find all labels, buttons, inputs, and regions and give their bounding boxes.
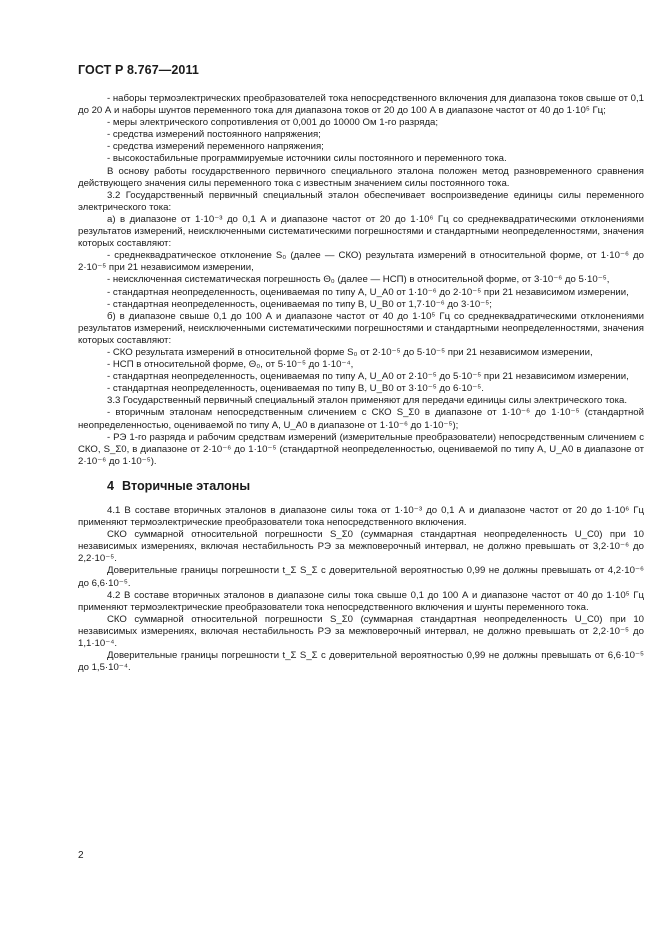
- list-item-ac-voltage: - средства измерений переменного напряжения;: [107, 141, 324, 153]
- section-4-heading: [78, 480, 644, 492]
- item-a-ub: - стандартная неопределенность, оцениваемая по типу В, U_B0 от 1,7·10⁻⁶ до 3·10⁻⁵;: [107, 298, 492, 310]
- transfer-secondary: - вторичным эталонам непосредственным сличением с СКО S_Σ0 в диапазоне от 1·10⁻⁶ до 1·10⁻⁵ (стандартной неопределенностью, оцениваемой по типу А, U_A0 в диапазоне от 1·10⁻⁶ до 1·10⁻⁵);: [78, 407, 644, 431]
- list-item-dc-voltage: - средства измерений постоянного напряжения;: [107, 129, 321, 141]
- document-header-code: ГОСТ Р 8.767—2011: [78, 63, 199, 77]
- item-a-nsp: - неисключенная систематическая погрешность Θ₀ (далее — НСП) в относительной форме, от 3·10⁻⁶ до 5·10⁻⁵,: [107, 274, 610, 286]
- item-a-sko: - среднеквадратическое отклонение S₀ (далее — СКО) результата измерений в относительной форме, от 1·10⁻⁶ до 2·10⁻⁵ при 21 независимом измерении,: [78, 250, 644, 274]
- paragraph-3-3: 3.3 Государственный первичный специальный эталон применяют для передачи единицы силы электрического тока.: [107, 395, 628, 407]
- section-4-number: 4: [107, 478, 115, 493]
- item-b-nsp: - НСП в относительной форме, Θ₀, от 5·10⁻⁵ до 1·10⁻⁴,: [107, 359, 354, 371]
- page-number: 2: [78, 850, 84, 861]
- paragraph-4-1: 4.1 В составе вторичных эталонов в диапазоне силы тока от 1·10⁻³ до 0,1 А и диапазоне частот от 20 до 1·10⁶ Гц применяют термоэлектрические преобразователи тока непосредственного включения.: [78, 505, 644, 529]
- transfer-re1: - РЭ 1-го разряда и рабочим средствам измерений (измерительные преобразователи) непосредственным сличением с СКО, S_Σ0, в диапазоне от 2·10⁻⁶ до 1·10⁻⁵ (стандартной неопределенностью, оцениваемой по типу А, U_A0 в диапазоне от 2·10⁻⁶ до 1·10⁻⁵).: [78, 431, 644, 467]
- paragraph-confidence-1: Доверительные границы погрешности t_Σ S_Σ с доверительной вероятностью 0,99 не должны превышать от 4,2·10⁻⁶ до 6,6·10⁻⁵.: [78, 565, 644, 589]
- paragraph-method: В основу работы государственного первичного специального эталона положен метод разновременного сравнения действующего значения силы переменного тока с известным значением силы постоянного тока.: [78, 165, 644, 189]
- list-item-thermoconverters: - наборы термоэлектрических преобразователей тока непосредственного включения для диапазона токов свыше от 0,1 до 20 А и наборы шунтов переменного тока для диапазона токов от 20 до 100 А в диапазоне частот от 40 до 1·10⁵ Гц;: [78, 93, 644, 117]
- document-body: [78, 93, 644, 674]
- list-item-sources: - высокостабильные программируемые источники силы постоянного и переменного тока.: [107, 153, 507, 165]
- paragraph-sko-1: СКО суммарной относительной погрешности S_Σ0 (суммарная стандартная неопределенность U_C0) при 10 независимых измерениях, включая нестабильность РЭ за межповерочный интервал, не должно превышать от 3,2·10⁻⁶ до 2,2·10⁻⁵.: [78, 529, 644, 565]
- item-a-ua: - стандартная неопределенность, оцениваемая по типу А, U_A0 от 1·10⁻⁶ до 2·10⁻⁵ при 21 независимом измерении,: [107, 286, 629, 298]
- section-4-title: Вторичные эталоны: [122, 478, 251, 493]
- item-a: а) в диапазоне от 1·10⁻³ до 0,1 А и диапазоне частот от 20 до 1·10⁶ Гц со среднеквадратическими отклонениями результатов измерений, неисключенными систематическими погрешностями и стандартными неопределенностями, значения которых составляют:: [78, 213, 644, 250]
- paragraph-sko-2: СКО суммарной относительной погрешности S_Σ0 (суммарная стандартная неопределенность U_C0) при 10 независимых измерениях, включая нестабильность РЭ за межповерочный интервал, не должно превышать от 2,2·10⁻⁵ до 1,1·10⁻⁴.: [78, 613, 644, 650]
- list-item-resistance: - меры электрического сопротивления от 0,001 до 10000 Ом 1-го разряда;: [107, 117, 439, 129]
- paragraph-confidence-2: Доверительные границы погрешности t_Σ S_Σ с доверительной вероятностью 0,99 не должны превышать от 6,6·10⁻⁵ до 1,5·10⁻⁴.: [78, 650, 644, 674]
- item-b-sko: - СКО результата измерений в относительной форме S₀ от 2·10⁻⁵ до 5·10⁻⁵ при 21 независимом измерении,: [107, 346, 593, 358]
- item-b-ub: - стандартная неопределенность, оцениваемая по типу В, U_B0 от 3·10⁻⁵ до 6·10⁻⁵.: [107, 383, 484, 395]
- item-b-ua: - стандартная неопределенность, оцениваемая по типу А, U_A0 от 2·10⁻⁵ до 5·10⁻⁵ при 21 независимом измерении,: [107, 371, 629, 383]
- paragraph-4-2: 4.2 В составе вторичных эталонов в диапазоне силы тока свыше 0,1 до 100 А и диапазоне частот от 40 до 1·10⁵ Гц применяют термоэлектрические преобразователи тока непосредственного включения и шунты переменного тока.: [78, 589, 644, 613]
- paragraph-3-2: 3.2 Государственный первичный специальный эталон обеспечивает воспроизведение единицы силы переменного электрического тока:: [78, 189, 644, 213]
- item-b: б) в диапазоне свыше 0,1 до 100 А и диапазоне частот от 40 до 1·10⁵ Гц со среднеквадратическими отклонениями результатов измерений, неисключенными систематическими погрешностями и стандартными неопределенностями, значения которых составляют:: [78, 310, 644, 346]
